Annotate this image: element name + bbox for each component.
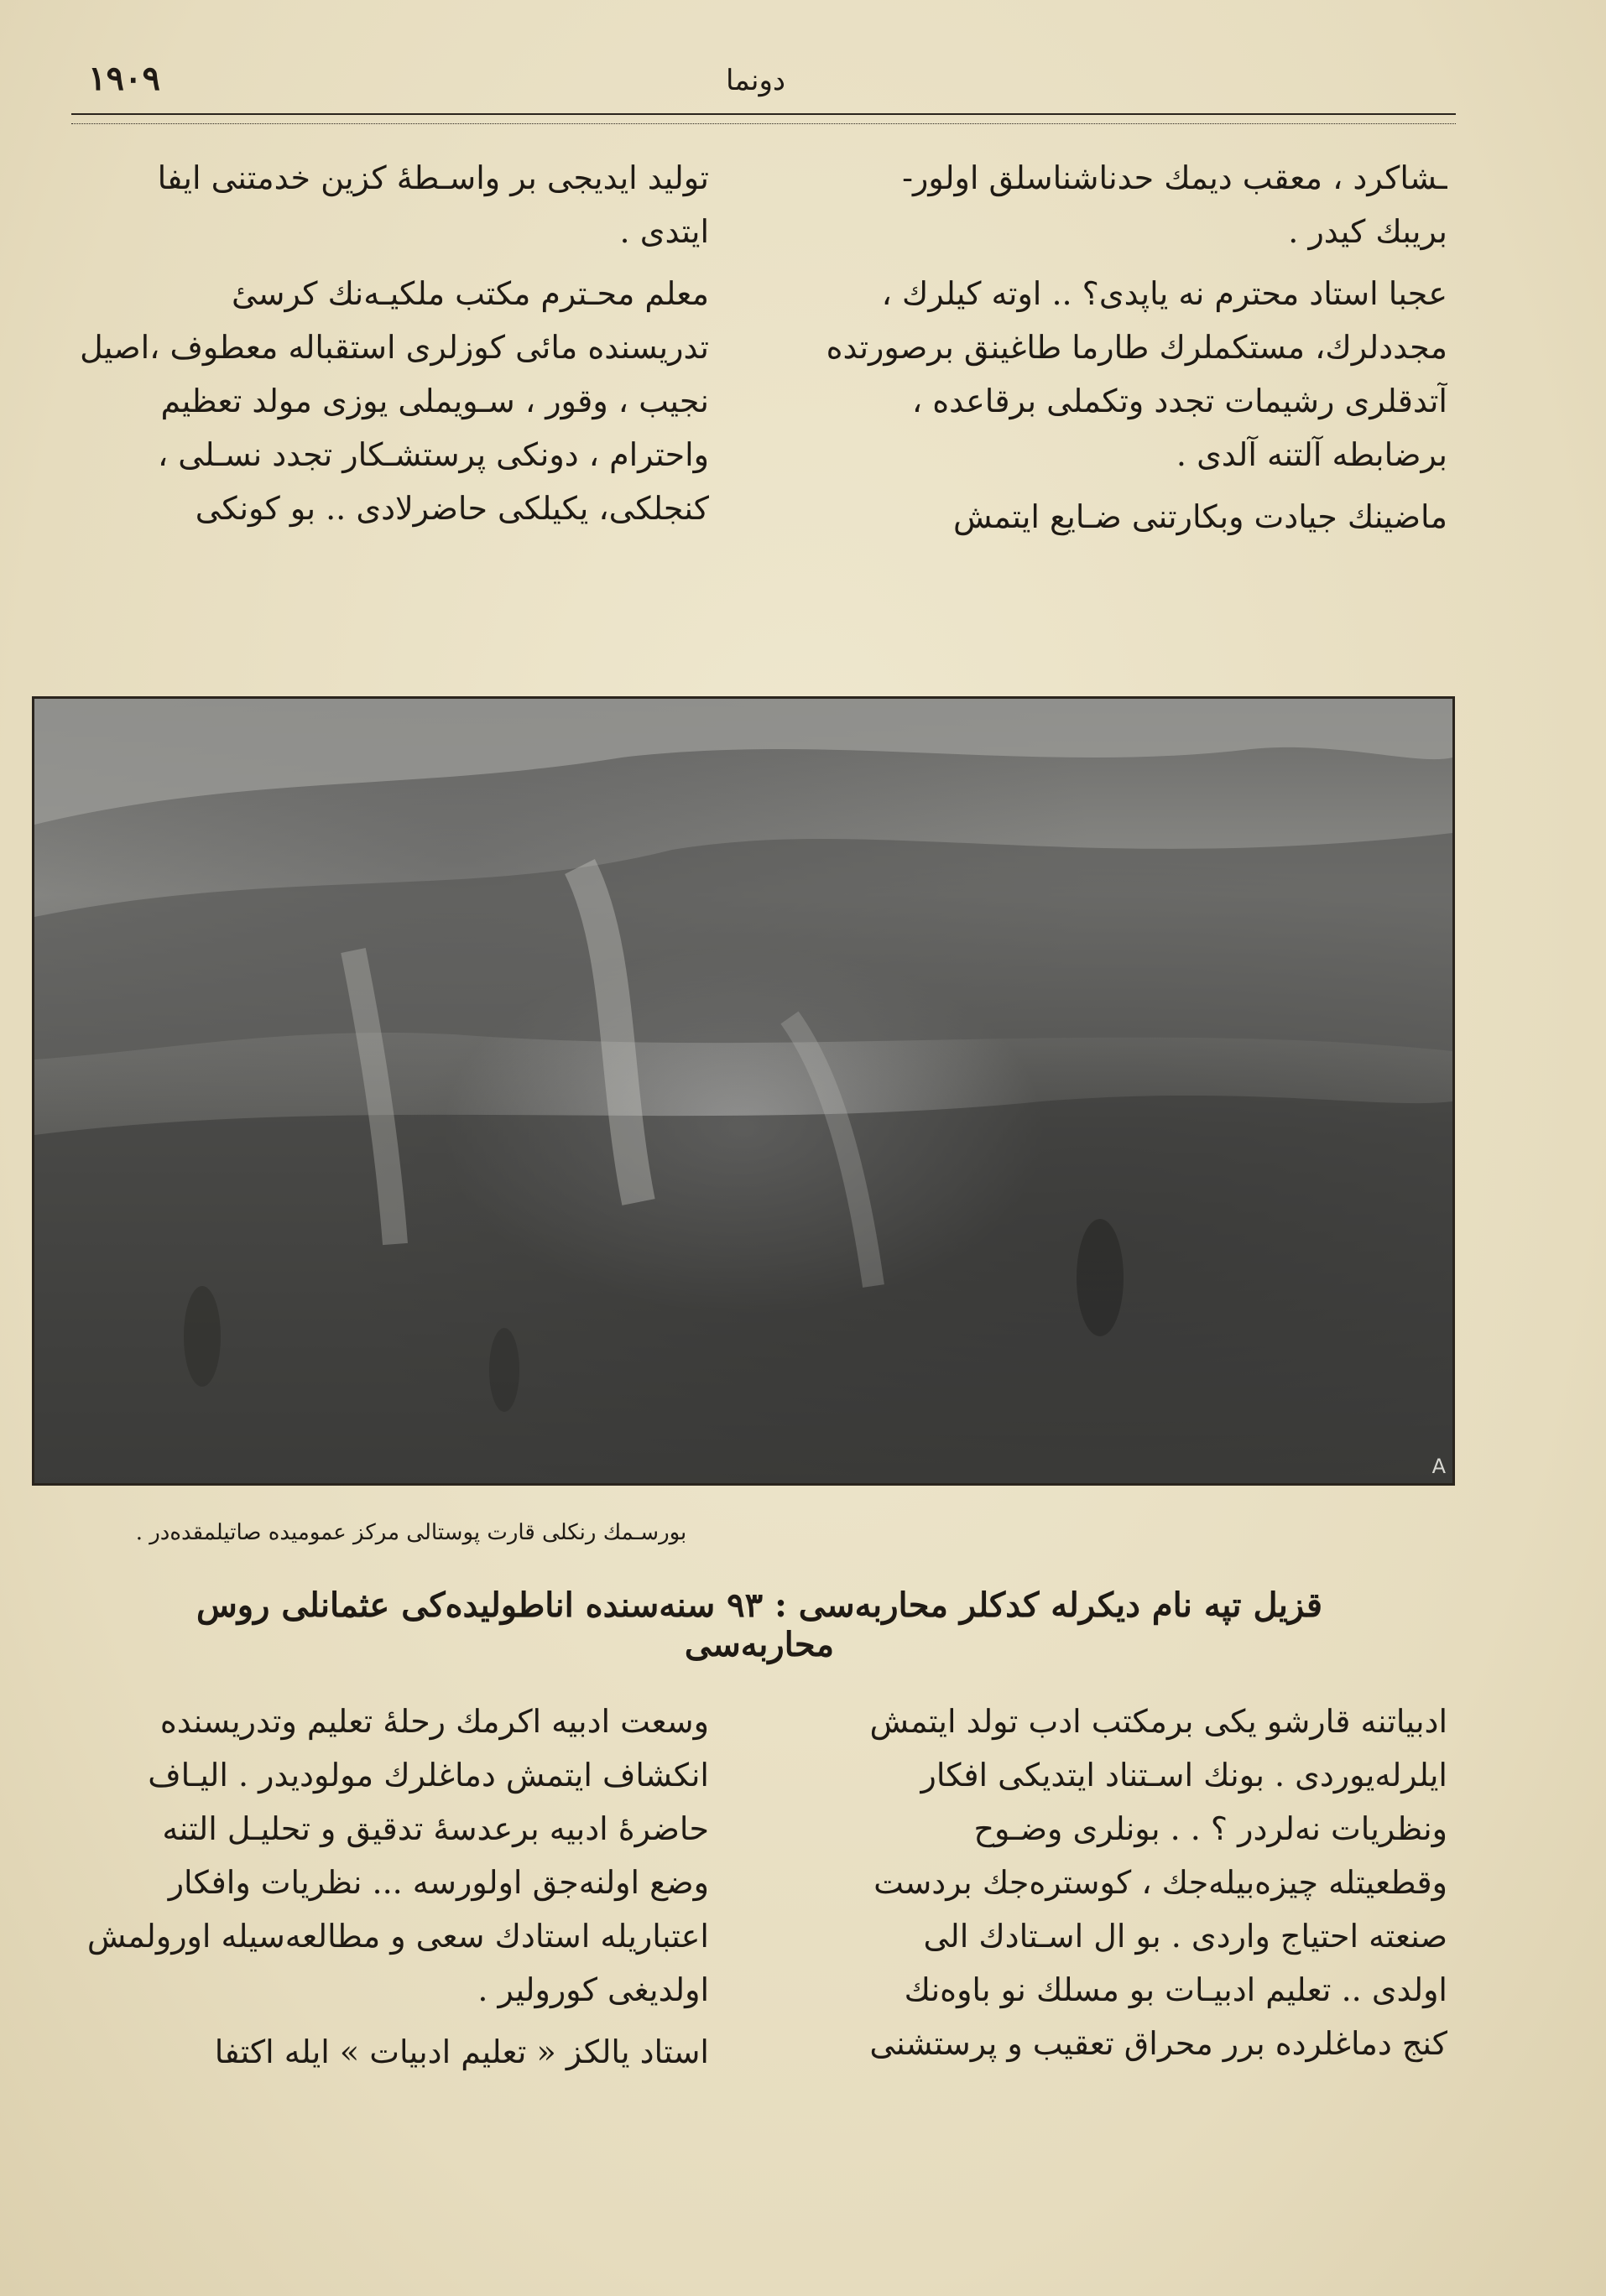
text-line: اعتباريله استادك سعى و مطالعه‌سيله اورولمش	[86, 1918, 709, 1955]
text-line: برضابطه آلتنه آلدى .	[1176, 436, 1447, 473]
paragraph	[801, 490, 1447, 544]
text-line: عجبا استاد محترم نه ياپدى؟ .. اوته كيلرك ،	[881, 275, 1447, 312]
text-line: واحترام ، دونكى پرستشـكار تجدد نسـلى ،	[157, 436, 709, 473]
column-top-right	[801, 151, 1447, 552]
page-header	[71, 59, 1456, 109]
text-line: مجددلرك، مستكملرك طارما طاغينق برصورتده	[826, 329, 1447, 366]
photo-caption-note: بورسـمك رنكلى قارت پوستالى مركز عموميده صاتيلمقده‌در .	[135, 1520, 687, 1545]
paragraph	[63, 1695, 709, 2017]
text-line: نجيب ، وقور ، سـويملى يوزى مولد تعظيم	[160, 383, 709, 419]
text-line: وقطعيتله چيزه‌بيله‌جك ، كوستره‌جك بردست	[873, 1864, 1447, 1901]
text-line: آتدقلرى رشيمات تجدد وتكملى برقاعده ،	[911, 383, 1447, 419]
text-line: ايلرله‌يوردى . بونك اسـتناد ايتديكى افكار	[920, 1757, 1447, 1794]
column-top-left	[63, 151, 709, 544]
photo-scene	[34, 699, 1452, 1483]
photo-caption-title: قزيل تپه نام ديكرله كدكلر محاربه‌سى : ٩٣ سنه‌سنده اناطوليده‌كى عثمانلى روس محاربه‌سى	[196, 1585, 1323, 1664]
paragraph	[801, 151, 1447, 258]
text-line: ـشاكرد ، معقب ديمك حدناشناسلق اولور-	[902, 159, 1447, 196]
text-line: معلم محـترم مكتب ملكيـه‌نك كرسىٔ	[231, 275, 709, 312]
text-line: اولديغى كورولير .	[477, 1971, 709, 2008]
text-line: بريبك كيدر .	[1288, 213, 1447, 250]
text-line: اولدى .. تعليم ادبيـات بو مسلك نو باوه‌نك	[904, 1971, 1447, 2008]
text-line: كنج دماغلرده برر محراق تعقيب و پرستشنى	[869, 2025, 1447, 2062]
battle-photograph	[32, 696, 1455, 1486]
text-line: حاضرهٔ ادبيه برعدسهٔ تدقيق و تحليـل التنه	[162, 1810, 709, 1847]
magazine-title: دونما	[726, 64, 786, 97]
photo-signature-mark: A	[1431, 1455, 1446, 1478]
column-bottom-right	[801, 1695, 1447, 2079]
page-year: ١٩٠٩	[88, 59, 160, 98]
paragraph	[801, 1695, 1447, 2070]
text-line: ماضينك جيادت وبكارتنى ضـايع ايتمش	[952, 498, 1447, 535]
text-line: تدريسنده مائى كوزلرى استقباله معطوف ،اصيل	[80, 329, 709, 366]
paragraph	[63, 2025, 709, 2079]
text-line: استاد يالكز « تعليم ادبيات » ايله اكتفا	[214, 2033, 709, 2070]
text-line: توليد ايديجى بر واسـطهٔ كزين خدمتنى ايفا	[157, 159, 709, 196]
text-line: ايتدى .	[619, 213, 709, 250]
paragraph	[801, 267, 1447, 482]
column-bottom-left	[63, 1695, 709, 2087]
header-rule	[71, 113, 1456, 124]
text-line: وضع اولنه‌جق اولورسه ... نظريات وافكار	[168, 1864, 709, 1901]
text-line: ونظريات نه‌لردر ؟ . . بونلرى وضـوح	[973, 1810, 1447, 1847]
text-line: انكشاف ايتمش دماغلرك مولوديدر . اليـاف	[148, 1757, 709, 1794]
text-line: وسعت ادبيه اكرمك رحلهٔ تعليم وتدريسنده	[159, 1703, 709, 1740]
paragraph	[63, 151, 709, 258]
paragraph	[63, 267, 709, 535]
text-line: كنجلكى، يكيلكى حاضرلادى .. بو كونكى	[195, 490, 709, 527]
text-line: صنعته احتياج واردى . بو ال اسـتادك الى	[923, 1918, 1447, 1955]
text-line: ادبياتنه قارشو يكى برمكتب ادب تولد ايتمش	[869, 1703, 1447, 1740]
